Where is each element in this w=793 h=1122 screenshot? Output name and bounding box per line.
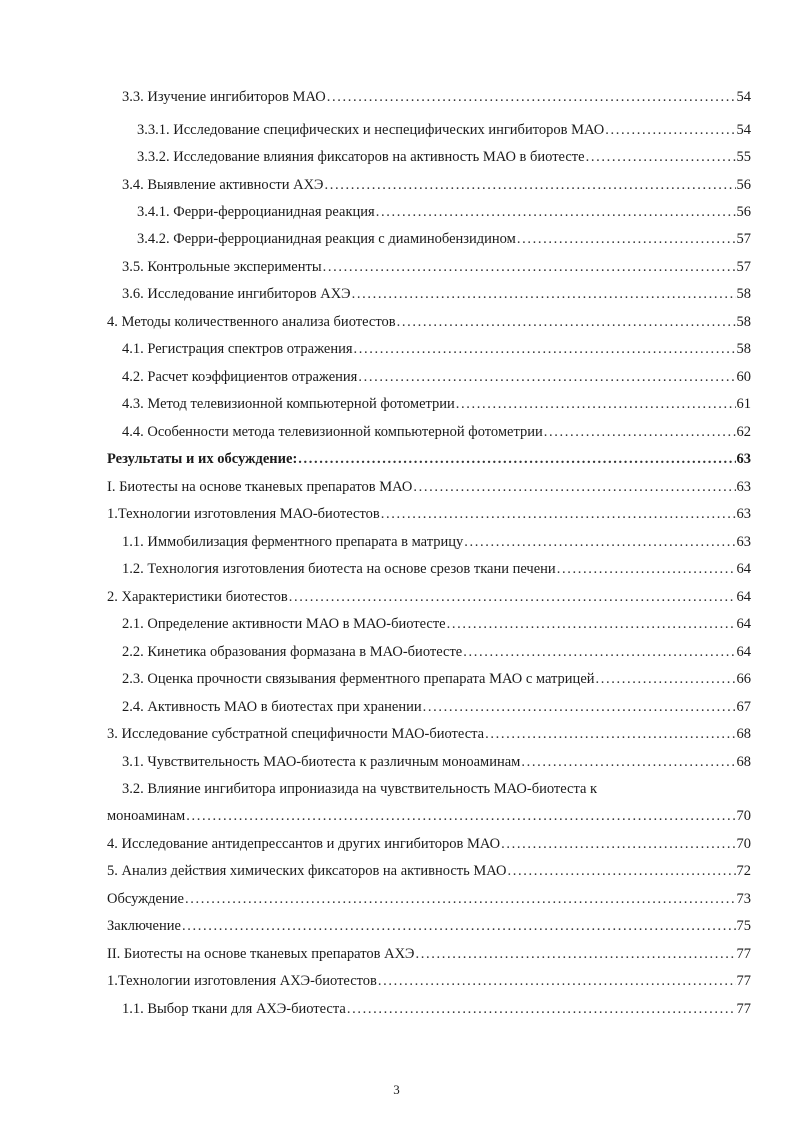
toc-entry-title: 1.1. Выбор ткани для АХЭ-биотеста <box>122 1001 346 1017</box>
toc-entry-page: 56 <box>736 204 751 220</box>
toc-entry-title: Обсуждение <box>107 891 184 907</box>
toc-entry[interactable] <box>0 560 793 578</box>
toc-entry-page: 63 <box>736 451 751 467</box>
toc-entry-page: 70 <box>736 808 751 824</box>
toc-entry-title: Результаты и их обсуждение: <box>107 451 298 467</box>
toc-entry-page: 64 <box>736 561 751 577</box>
toc-entry[interactable] <box>0 313 793 331</box>
toc-entry-title: 1.1. Иммобилизация ферментного препарата в матрицу <box>122 534 464 550</box>
toc-entry-page: 57 <box>736 231 751 247</box>
toc-entry-title: 4.3. Метод телевизионной компьютерной фотометрии <box>122 396 455 412</box>
toc-entry[interactable] <box>0 835 793 853</box>
toc-entry-title: 3.5. Контрольные эксперименты <box>122 259 322 275</box>
toc-entry-title: 5. Анализ действия химических фиксаторов на активность МАО <box>107 863 507 879</box>
toc-entry-first-line[interactable] <box>0 780 793 798</box>
toc-entry[interactable] <box>0 643 793 661</box>
toc-entry[interactable] <box>0 230 793 248</box>
toc-entry-page: 58 <box>736 341 751 357</box>
toc-entry-title: 4.2. Расчет коэффициентов отражения <box>122 369 358 385</box>
toc-entry-page: 54 <box>736 122 751 138</box>
toc-entry-page: 66 <box>736 671 751 687</box>
toc-entry-title: 2. Характеристики биотестов <box>107 589 288 605</box>
toc-entry-title: 3.2. Влияние ингибитора ипрониазида на чувствительность МАО-биотеста к <box>122 781 598 797</box>
toc-entry-title: I. Биотесты на основе тканевых препаратов МАО <box>107 479 413 495</box>
toc-entry[interactable] <box>0 698 793 716</box>
toc-entry-page: 61 <box>736 396 751 412</box>
toc-entry-page: 60 <box>736 369 751 385</box>
toc-entry-page: 75 <box>736 918 751 934</box>
toc-entry[interactable] <box>0 588 793 606</box>
toc-entry-title: 2.3. Оценка прочности связывания ферментного препарата МАО с матрицей <box>122 671 595 687</box>
toc-entry-title: 3.6. Исследование ингибиторов АХЭ <box>122 286 351 302</box>
toc-entry-page: 64 <box>736 589 751 605</box>
toc-entry-title: 3.4.2. Ферри-ферроцианидная реакция с диаминобензидином <box>137 231 516 247</box>
toc-entry[interactable] <box>0 1000 793 1018</box>
toc-entry-title: 2.2. Кинетика образования формазана в МАО-биотесте <box>122 644 463 660</box>
toc-entry[interactable] <box>0 423 793 441</box>
toc-entry-title: Заключение <box>107 918 181 934</box>
toc-entry-title: II. Биотесты на основе тканевых препаратов АХЭ <box>107 946 415 962</box>
toc-entry-title: моноаминам <box>107 808 186 824</box>
toc-entry[interactable] <box>0 533 793 551</box>
toc-entry[interactable] <box>0 505 793 523</box>
toc-entry[interactable] <box>0 340 793 358</box>
page-number: 3 <box>393 1082 400 1097</box>
toc-entry-page: 57 <box>736 259 751 275</box>
toc-entry-title: 4.1. Регистрация спектров отражения <box>122 341 353 357</box>
toc-entry-page: 64 <box>736 644 751 660</box>
toc-entry[interactable] <box>0 972 793 990</box>
toc-entry-continuation[interactable] <box>0 807 793 825</box>
toc-entry[interactable] <box>0 753 793 771</box>
toc-entry-page: 54 <box>736 89 751 105</box>
toc-entry-title: 3.3.2. Исследование влияния фиксаторов на активность МАО в биотесте <box>137 149 585 165</box>
toc-entry[interactable] <box>0 615 793 633</box>
toc-entry[interactable] <box>0 148 793 166</box>
toc-entry[interactable] <box>0 890 793 908</box>
toc-entry-title: 2.4. Активность МАО в биотестах при хранении <box>122 699 422 715</box>
toc-entry-title: 1.Технологии изготовления МАО-биотестов <box>107 506 380 522</box>
toc-entry[interactable] <box>0 88 793 106</box>
toc-entry-page: 58 <box>736 314 751 330</box>
toc-entry[interactable] <box>0 285 793 303</box>
toc-entry[interactable] <box>0 917 793 935</box>
toc-entry-page: 63 <box>736 534 751 550</box>
toc-entry[interactable] <box>0 725 793 743</box>
toc-entry[interactable] <box>0 862 793 880</box>
toc-entry-page: 77 <box>736 973 751 989</box>
toc-entry-page: 56 <box>736 177 751 193</box>
toc-entry[interactable] <box>0 203 793 221</box>
toc-entry[interactable] <box>0 478 793 496</box>
toc-entry-results-heading[interactable] <box>0 450 793 468</box>
toc-entry-title: 3.3. Изучение ингибиторов МАО <box>122 89 326 105</box>
toc-entry[interactable] <box>0 121 793 139</box>
toc-entry-title: 3.4. Выявление активности АХЭ <box>122 177 324 193</box>
toc-entry-page: 72 <box>736 863 751 879</box>
toc-entry-page: 63 <box>736 506 751 522</box>
toc-entry-page: 67 <box>736 699 751 715</box>
toc-entry-title: 4.4. Особенности метода телевизионной компьютерной фотометрии <box>122 424 543 440</box>
toc-entry-page: 77 <box>736 946 751 962</box>
toc-entry[interactable] <box>0 945 793 963</box>
toc-entry-page: 62 <box>736 424 751 440</box>
toc-entry-page: 70 <box>736 836 751 852</box>
toc-entry-title: 3.1. Чувствительность МАО-биотеста к различным моноаминам <box>122 754 521 770</box>
toc-entry[interactable] <box>0 395 793 413</box>
toc-entry[interactable] <box>0 258 793 276</box>
toc-entry-page: 68 <box>736 726 751 742</box>
toc-entry-title: 2.1. Определение активности МАО в МАО-биотесте <box>122 616 446 632</box>
toc-entry-page: 68 <box>736 754 751 770</box>
toc-entry-title: 4. Методы количественного анализа биотестов <box>107 314 396 330</box>
toc-entry[interactable] <box>0 176 793 194</box>
toc-entry[interactable] <box>0 670 793 688</box>
toc-entry[interactable] <box>0 368 793 386</box>
toc-entry-title: 3. Исследование субстратной специфичности МАО-биотеста <box>107 726 485 742</box>
toc-entry-page: 63 <box>736 479 751 495</box>
toc-entry-title: 1.Технологии изготовления АХЭ-биотестов <box>107 973 377 989</box>
toc-entry-page: 58 <box>736 286 751 302</box>
toc-entry-page: 64 <box>736 616 751 632</box>
toc-entry-title: 1.2. Технология изготовления биотеста на основе срезов ткани печени <box>122 561 556 577</box>
toc-entry-page: 55 <box>736 149 751 165</box>
toc-entry-page: 77 <box>736 1001 751 1017</box>
toc-entry-title: 3.4.1. Ферри-ферроцианидная реакция <box>137 204 375 220</box>
toc-entry-page: 73 <box>736 891 751 907</box>
toc-entry-title: 4. Исследование антидепрессантов и других ингибиторов МАО <box>107 836 501 852</box>
toc-entry-title: 3.3.1. Исследование специфических и неспецифических ингибиторов МАО <box>137 122 605 138</box>
